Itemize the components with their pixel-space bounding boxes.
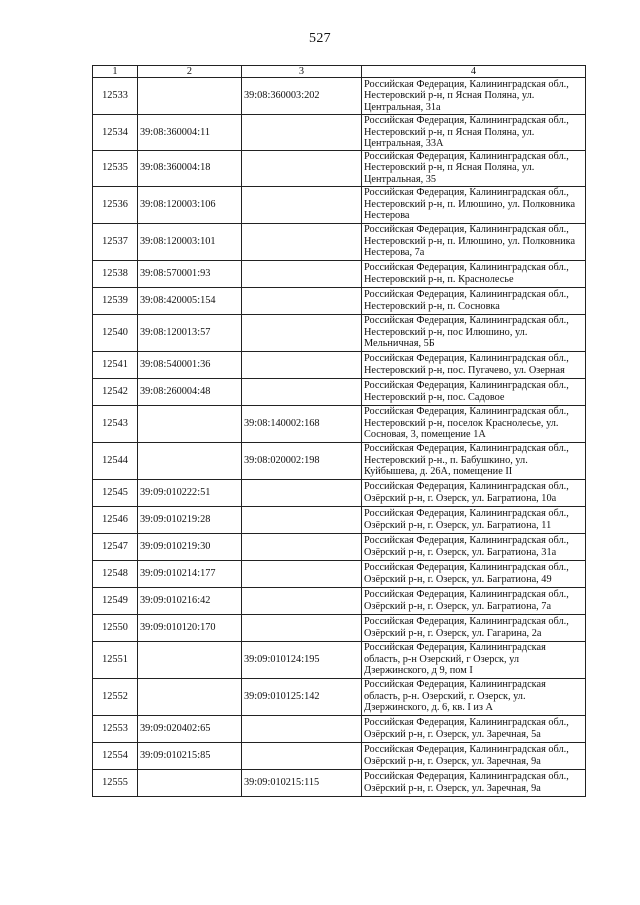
row-number-cell: 12543	[93, 405, 138, 442]
cadastral-number-2-cell: 39:09:010219:28	[138, 506, 242, 533]
cadastral-number-2-cell: 39:08:120003:101	[138, 223, 242, 260]
row-number-cell: 12540	[93, 314, 138, 351]
table-row	[93, 260, 586, 287]
cadastral-number-3-cell	[242, 287, 362, 314]
cadastral-number-2-cell: 39:08:540001:36	[138, 351, 242, 378]
row-number-cell: 12534	[93, 115, 138, 151]
address-cell: Российская Федерация, Калининградская обл., Озёрский р-н, г. Озерск, ул. Заречная, 9а	[362, 769, 586, 796]
table-row	[93, 150, 586, 186]
cadastral-number-3-cell	[242, 223, 362, 260]
cadastral-number-2-cell: 39:09:010214:177	[138, 560, 242, 587]
row-number-cell: 12545	[93, 479, 138, 506]
row-number-cell: 12533	[93, 78, 138, 115]
cadastral-number-3-cell	[242, 715, 362, 742]
table-row	[93, 378, 586, 405]
row-number-cell: 12537	[93, 223, 138, 260]
address-cell: Российская Федерация, Калининградская обл., Нестеровский р-н, пос. Садовое	[362, 378, 586, 405]
address-cell: Российская Федерация, Калининградская обл., Нестеровский р-н., п. Бабушкино, ул. Куйбышева, д. 26А, помещение II	[362, 442, 586, 479]
cadastral-number-2-cell: 39:08:120013:57	[138, 314, 242, 351]
table-row	[93, 405, 586, 442]
table-row	[93, 351, 586, 378]
cadastral-number-2-cell	[138, 678, 242, 715]
cadastral-number-2-cell: 39:08:260004:48	[138, 378, 242, 405]
row-number-cell: 12536	[93, 186, 138, 223]
cadastral-number-2-cell: 39:09:010222:51	[138, 479, 242, 506]
cadastral-number-3-cell	[242, 186, 362, 223]
address-cell: Российская Федерация, Калининградская обл., Нестеровский р-н, п. Сосновка	[362, 287, 586, 314]
cadastral-number-3-cell	[242, 560, 362, 587]
cadastral-number-3-cell	[242, 742, 362, 769]
cadastral-number-3-cell	[242, 351, 362, 378]
cadastral-number-3-cell	[242, 115, 362, 151]
address-cell: Российская Федерация, Калининградская обл., Озёрский р-н, г. Озерск, ул. Багратиона, 49	[362, 560, 586, 587]
row-number-cell: 12544	[93, 442, 138, 479]
table-row	[93, 614, 586, 641]
cadastral-number-2-cell: 39:09:010215:85	[138, 742, 242, 769]
registry-table	[92, 65, 586, 797]
cadastral-number-3-cell	[242, 314, 362, 351]
address-cell: Российская Федерация, Калининградская обл., Озёрский р-н, г. Озерск, ул. Гагарина, 2а	[362, 614, 586, 641]
cadastral-number-3-cell	[242, 587, 362, 614]
column-header-2: 2	[138, 66, 242, 78]
column-header-1: 1	[93, 66, 138, 78]
row-number-cell: 12554	[93, 742, 138, 769]
cadastral-number-2-cell: 39:09:010219:30	[138, 533, 242, 560]
row-number-cell: 12551	[93, 641, 138, 678]
cadastral-number-2-cell	[138, 641, 242, 678]
table-row	[93, 533, 586, 560]
cadastral-number-3-cell: 39:09:010215:115	[242, 769, 362, 796]
table-row	[93, 587, 586, 614]
cadastral-number-3-cell	[242, 378, 362, 405]
address-cell: Российская Федерация, Калининградская обл., Озёрский р-н, г. Озерск, ул. Багратиона, 11	[362, 506, 586, 533]
address-cell: Российская Федерация, Калининградская область, р-н. Озерский, г. Озерск, ул. Дзержинского, д. 6, кв. I из А	[362, 678, 586, 715]
cadastral-number-2-cell: 39:09:010216:42	[138, 587, 242, 614]
cadastral-number-3-cell: 39:09:010125:142	[242, 678, 362, 715]
column-header-3: 3	[242, 66, 362, 78]
table-row	[93, 506, 586, 533]
row-number-cell: 12547	[93, 533, 138, 560]
row-number-cell: 12548	[93, 560, 138, 587]
cadastral-number-2-cell: 39:08:420005:154	[138, 287, 242, 314]
address-cell: Российская Федерация, Калининградская обл., Озёрский р-н, г. Озерск, ул. Заречная, 5а	[362, 715, 586, 742]
address-cell: Российская Федерация, Калининградская обл., Нестеровский р-н, пос Илюшино, ул. Мельничная, 5Б	[362, 314, 586, 351]
cadastral-number-3-cell: 39:08:360003:202	[242, 78, 362, 115]
table-row	[93, 678, 586, 715]
cadastral-number-2-cell: 39:09:020402:65	[138, 715, 242, 742]
address-cell: Российская Федерация, Калининградская область, р-н Озерский, г Озерск, ул Дзержинского, д 9, пом I	[362, 641, 586, 678]
address-cell: Российская Федерация, Калининградская обл., Озёрский р-н, г. Озерск, ул. Заречная, 9а	[362, 742, 586, 769]
cadastral-number-2-cell: 39:08:360004:18	[138, 150, 242, 186]
cadastral-number-2-cell	[138, 769, 242, 796]
table-row	[93, 78, 586, 115]
row-number-cell: 12538	[93, 260, 138, 287]
cadastral-number-2-cell: 39:09:010120:170	[138, 614, 242, 641]
cadastral-number-3-cell: 39:09:010124:195	[242, 641, 362, 678]
table-row	[93, 314, 586, 351]
table-row	[93, 769, 586, 796]
table-row	[93, 641, 586, 678]
row-number-cell: 12539	[93, 287, 138, 314]
row-number-cell: 12546	[93, 506, 138, 533]
cadastral-number-3-cell: 39:08:020002:198	[242, 442, 362, 479]
row-number-cell: 12555	[93, 769, 138, 796]
table-row	[93, 742, 586, 769]
table-row	[93, 715, 586, 742]
cadastral-number-2-cell	[138, 442, 242, 479]
row-number-cell: 12535	[93, 150, 138, 186]
header-row	[93, 66, 586, 78]
cadastral-number-3-cell	[242, 150, 362, 186]
address-cell: Российская Федерация, Калининградская обл., Нестеровский р-н, п Ясная Поляна, ул. Центральная, 33А	[362, 115, 586, 151]
row-number-cell: 12542	[93, 378, 138, 405]
row-number-cell: 12550	[93, 614, 138, 641]
cadastral-number-2-cell: 39:08:120003:106	[138, 186, 242, 223]
cadastral-number-3-cell: 39:08:140002:168	[242, 405, 362, 442]
table-row	[93, 223, 586, 260]
table-row	[93, 442, 586, 479]
row-number-cell: 12549	[93, 587, 138, 614]
cadastral-number-2-cell	[138, 405, 242, 442]
cadastral-number-3-cell	[242, 614, 362, 641]
cadastral-number-2-cell: 39:08:570001:93	[138, 260, 242, 287]
cadastral-number-3-cell	[242, 506, 362, 533]
cadastral-number-2-cell: 39:08:360004:11	[138, 115, 242, 151]
cadastral-number-3-cell	[242, 479, 362, 506]
address-cell: Российская Федерация, Калининградская обл., Нестеровский р-н, п. Илюшино, ул. Полковника Нестерова	[362, 186, 586, 223]
cadastral-number-2-cell	[138, 78, 242, 115]
address-cell: Российская Федерация, Калининградская обл., Озёрский р-н, г. Озерск, ул. Багратиона, 7а	[362, 587, 586, 614]
cadastral-number-3-cell	[242, 260, 362, 287]
table-row	[93, 560, 586, 587]
address-cell: Российская Федерация, Калининградская обл., Нестеровский р-н, пос. Пугачево, ул. Озерная	[362, 351, 586, 378]
row-number-cell: 12541	[93, 351, 138, 378]
table-row	[93, 479, 586, 506]
address-cell: Российская Федерация, Калининградская обл., Нестеровский р-н, поселок Краснолесье, ул. Сосновая, 3, помещение 1А	[362, 405, 586, 442]
address-cell: Российская Федерация, Калининградская обл., Озёрский р-н, г. Озерск, ул. Багратиона, 10а	[362, 479, 586, 506]
column-header-4: 4	[362, 66, 586, 78]
page-number: 527	[309, 31, 331, 46]
address-cell: Российская Федерация, Калининградская обл., Нестеровский р-н, п. Илюшино, ул. Полковника Нестерова, 7а	[362, 223, 586, 260]
address-cell: Российская Федерация, Калининградская обл., Нестеровский р-н, п Ясная Поляна, ул. Центральная, 35	[362, 150, 586, 186]
table-row	[93, 287, 586, 314]
address-cell: Российская Федерация, Калининградская обл., Нестеровский р-н, п Ясная Поляна, ул. Центральная, 31а	[362, 78, 586, 115]
row-number-cell: 12553	[93, 715, 138, 742]
row-number-cell: 12552	[93, 678, 138, 715]
address-cell: Российская Федерация, Калининградская обл., Нестеровский р-н, п. Краснолесье	[362, 260, 586, 287]
cadastral-number-3-cell	[242, 533, 362, 560]
table-row	[93, 115, 586, 151]
table-row	[93, 186, 586, 223]
address-cell: Российская Федерация, Калининградская обл., Озёрский р-н, г. Озерск, ул. Багратиона, 31а	[362, 533, 586, 560]
